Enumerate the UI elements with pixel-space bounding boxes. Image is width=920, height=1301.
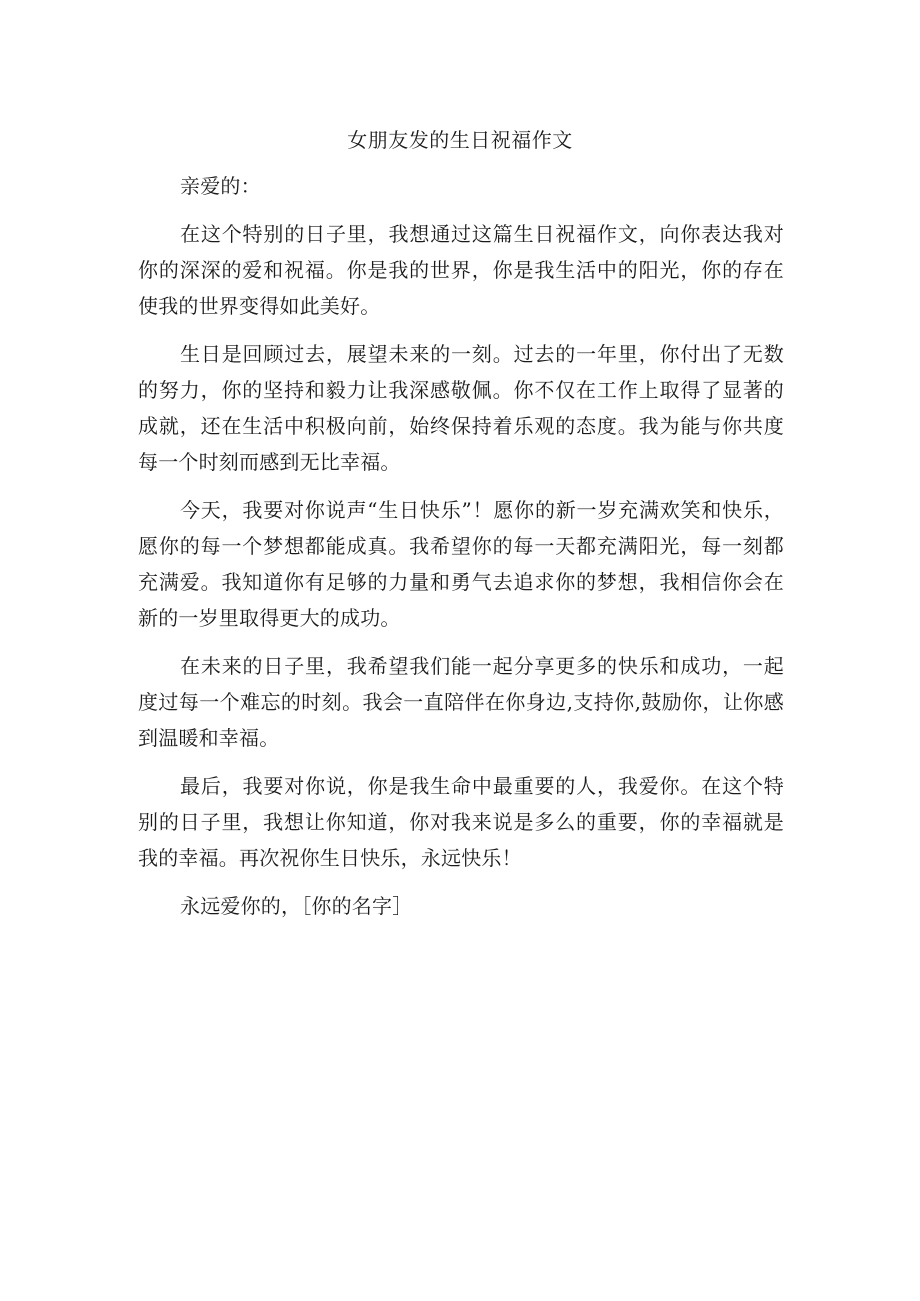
document-body — [138, 168, 784, 936]
closing-line: 永远爱你的，［你的名字］ — [180, 894, 413, 918]
document-title: 女朋友发的生日祝福作文 — [347, 128, 573, 152]
paragraph-5: 最后，我要对你说，你是我生命中最重要的人，我爱你。在这个特别的日子里，我想让你知道，你对我来说是多么的重要，你的幸福就是我的幸福。再次祝你生日快乐，永远快乐！ — [138, 774, 784, 870]
paragraph-1: 在这个特别的日子里，我想通过这篇生日祝福作文，向你表达我对你的深深的爱和祝福。你是我的世界，你是我生活中的阳光，你的存在使我的世界变得如此美好。 — [138, 222, 784, 318]
paragraph-2: 生日是回顾过去，展望未来的一刻。过去的一年里，你付出了无数的努力，你的坚持和毅力让我深感敬佩。你不仅在工作上取得了显著的成就，还在生活中积极向前，始终保持着乐观的态度。我为能与你共度每一个时刻而感到无比幸福。 — [138, 342, 784, 474]
paragraph-3: 今天，我要对你说声“生日快乐”！愿你的新一岁充满欢笑和快乐，愿你的每一个梦想都能成真。我希望你的每一天都充满阳光，每一刻都充满爱。我知道你有足够的力量和勇气去追求你的梦想，我相信你会在新的一岁里取得更大的成功。 — [138, 498, 784, 630]
paragraph-4: 在未来的日子里，我希望我们能一起分享更多的快乐和成功，一起度过每一个难忘的时刻。我会一直陪伴在你身边,支持你,鼓励你，让你感到温暖和幸福。 — [138, 654, 784, 750]
greeting-line: 亲爱的： — [180, 174, 261, 198]
